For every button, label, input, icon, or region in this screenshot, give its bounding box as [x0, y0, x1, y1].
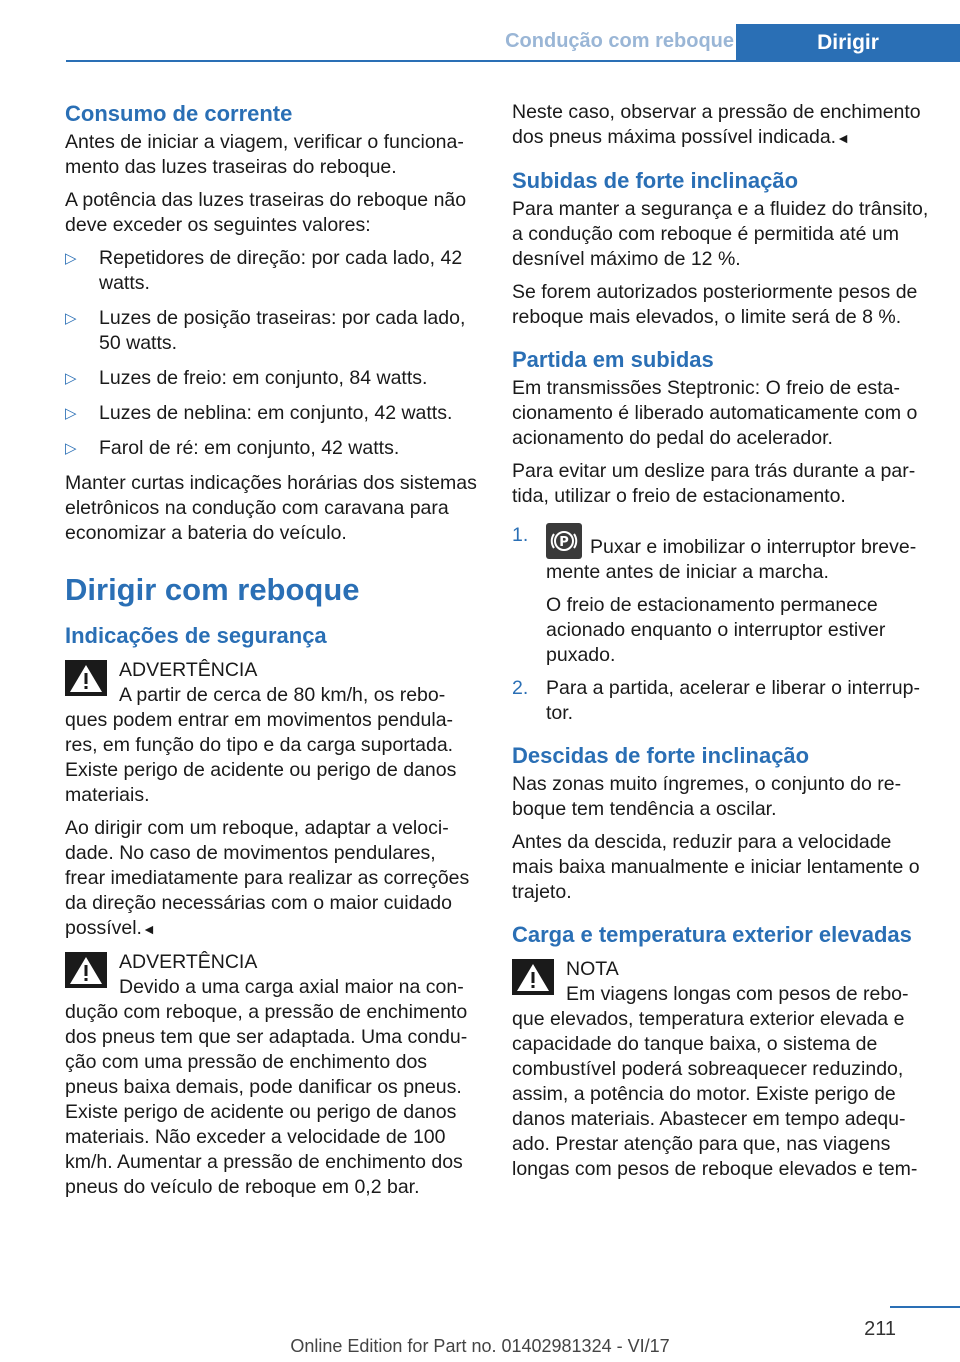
right-column	[512, 100, 930, 1190]
list-item: ▷ Luzes de posição traseiras: por cada lado, 50 watts.	[65, 306, 478, 356]
warning-2-paragraph-1: Devido a uma carga axial maior na condução com reboque, a pressão de enchimento dos pneus tem que ser adaptada. Uma condução com uma pressão de enchimento dos pneus baixa demais, pode danificar os pneus. Existe perigo de acidente ou perigo de danos materiais. Não exceder a velocidade de 100 km/h. Aumentar a pressão de enchimento dos pneus do veículo de reboque em 0,2 bar.	[65, 976, 468, 1198]
subidas-paragraph-1: Para manter a segurança e a fluidez do trânsito, a condução com reboque é permitida até um desnível máximo de 12 %.	[512, 198, 929, 270]
light-limits-list	[65, 246, 478, 461]
descidas-paragraph-1: Nas zonas muito íngremes, o conjunto do reboque tem tendência a oscilar.	[512, 773, 902, 820]
subidas-paragraph-2: Se forem autorizados posteriormente pesos de reboque mais elevados, o limite será de 8 %.	[512, 281, 918, 328]
page-number: 211	[864, 1318, 896, 1340]
intro-paragraph: Neste caso, observar a pressão de enchimento dos pneus máxima possível indicada.◄	[512, 101, 921, 148]
consumo-paragraph-1: Antes de iniciar a viagem, verificar o funcionamento das luzes traseiras do reboque.	[65, 131, 464, 178]
subidas-heading: Subidas de forte inclinação	[512, 168, 799, 193]
seguranca-heading: Indicações de segurança	[65, 623, 327, 648]
end-mark: ◄	[836, 130, 850, 146]
descidas-paragraph-2: Antes da descida, reduzir para a velocidade mais baixa manualmente e iniciar lentamente o trajeto.	[512, 831, 920, 903]
partida-steps	[512, 523, 930, 726]
note-label: NOTA	[566, 958, 619, 980]
header-rule	[66, 60, 960, 62]
partida-heading: Partida em subidas	[512, 347, 714, 372]
consumo-heading: Consumo de corrente	[65, 101, 293, 126]
warning-1-paragraph-1: A partir de cerca de 80 km/h, os reboques podem entrar em movimentos pendulares, em função do tipo e da carga suportada. Existe perigo de acidente ou perigo de danos materiais.	[65, 684, 457, 806]
warning-label: ADVERTÊNCIA	[119, 659, 258, 681]
parking-brake-icon	[546, 523, 582, 559]
note-paragraph: Em viagens longas com pesos de reboque elevados, temperatura exterior elevada e capacidade do tanque baixa, o sistema de combustível poderá sobreaquecer reduzindo, assim, a potência do motor. Existe perigo de danos materiais. Abastecer em tempo adequado. Prestar atenção para que, nas viagens longas com pesos de reboque elevados e tem-	[512, 983, 918, 1180]
step-2-text: Para a partida, acelerar e liberar o interruptor.	[546, 677, 920, 724]
warning-1-paragraph-2: Ao dirigir com um reboque, adaptar a velocidade. No caso de movimentos pendulares, frear imediatamente para realizar as correções da direção necessárias com o maior cuidado possível.◄	[65, 817, 470, 939]
step-number: 1.	[512, 524, 529, 546]
list-item	[512, 523, 930, 668]
consumo-paragraph-3: Manter curtas indicações horárias dos sistemas eletrônicos na condução com caravana para economizar a bateria do veículo.	[65, 472, 477, 544]
header-chapter-tab: Dirigir	[736, 24, 960, 62]
list-item: ▷ Luzes de freio: em conjunto, 84 watts.	[65, 366, 478, 391]
svg-text:P: P	[559, 535, 569, 550]
footer-rule	[890, 1306, 960, 1308]
consumo-paragraph-2: A potência das luzes traseiras do reboque não deve exceder os seguintes valores:	[65, 189, 467, 236]
step-1-text: Puxar e imobilizar o interruptor brevemente antes de iniciar a marcha.	[546, 536, 917, 583]
partida-paragraph-1: Em transmissões Steptronic: O freio de estacionamento é liberado automaticamente com o acionamento do pedal do acelerador.	[512, 377, 918, 449]
main-section-title: Dirigir com reboque	[65, 572, 360, 607]
end-mark: ◄	[141, 921, 156, 937]
footer-edition: Online Edition for Part no. 01402981324 - VI/17	[290, 1336, 670, 1356]
carga-heading: Carga e temperatura exterior elevadas	[512, 922, 912, 947]
list-item	[512, 676, 930, 726]
warning-triangle-icon	[512, 959, 554, 995]
list-item: ▷ Repetidores de direção: por cada lado, 42 watts.	[65, 246, 478, 296]
warning-triangle-icon	[65, 952, 107, 988]
step-1-subtext: O freio de estacionamento permanece acionado enquanto o interruptor estiver puxado.	[546, 594, 886, 666]
list-item: ▷ Luzes de neblina: em conjunto, 42 watts.	[65, 401, 478, 426]
warning-block-2	[65, 950, 478, 1200]
note-block	[512, 957, 930, 1182]
left-column	[65, 100, 478, 1208]
partida-paragraph-2: Para evitar um deslize para trás durante a partida, utilizar o freio de estacionamento.	[512, 460, 916, 507]
warning-block-1	[65, 658, 478, 942]
warning-triangle-icon	[65, 660, 107, 696]
step-number: 2.	[512, 677, 529, 699]
list-item: ▷ Farol de ré: em conjunto, 42 watts.	[65, 436, 478, 461]
descidas-heading: Descidas de forte inclinação	[512, 743, 810, 768]
warning-label: ADVERTÊNCIA	[119, 951, 258, 973]
header-section-title: Condução com reboque	[505, 30, 734, 52]
